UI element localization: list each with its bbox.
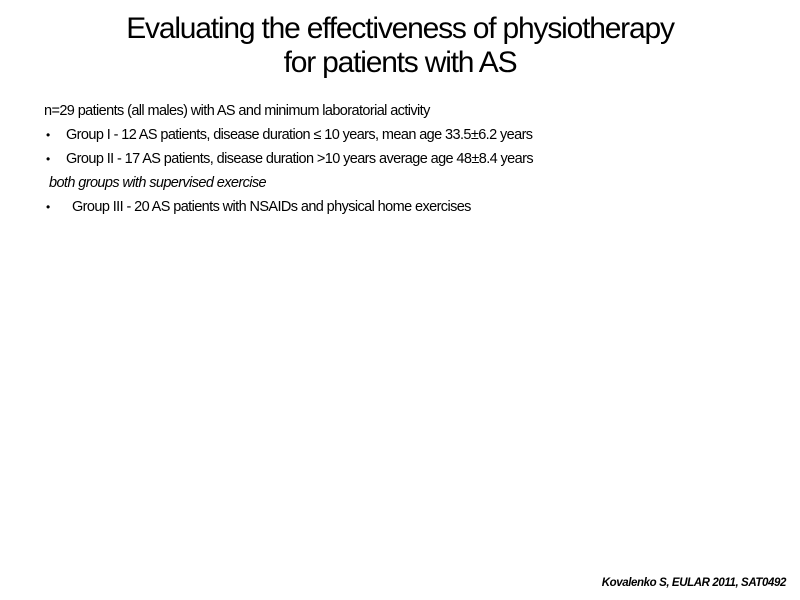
bullet-icon: • <box>46 152 50 166</box>
supervised-note: both groups with supervised exercise <box>49 175 266 191</box>
bullet-icon: • <box>46 200 50 214</box>
slide-content <box>44 99 784 219</box>
intro-text: n=29 patients (all males) with AS and minimum laboratorial activity <box>44 103 430 119</box>
list-item-group-3 <box>44 195 784 219</box>
list-item-group-1 <box>44 123 784 147</box>
group-2-text: Group II - 17 AS patients, disease duration >10 years average age 48±8.4 years <box>66 151 533 167</box>
list-item-group-2 <box>44 147 784 171</box>
title-line-1: Evaluating the effectiveness of physiotherapy <box>126 12 674 45</box>
citation: Kovalenko S, EULAR 2011, SAT0492 <box>601 577 786 589</box>
bullet-icon: • <box>46 128 50 142</box>
title-line-2: for patients with AS <box>283 46 517 79</box>
slide-title <box>0 12 800 80</box>
group-3-text: Group III - 20 AS patients with NSAIDs and physical home exercises <box>72 199 471 215</box>
group-1-text: Group I - 12 AS patients, disease duration ≤ 10 years, mean age 33.5±6.2 years <box>66 127 533 143</box>
